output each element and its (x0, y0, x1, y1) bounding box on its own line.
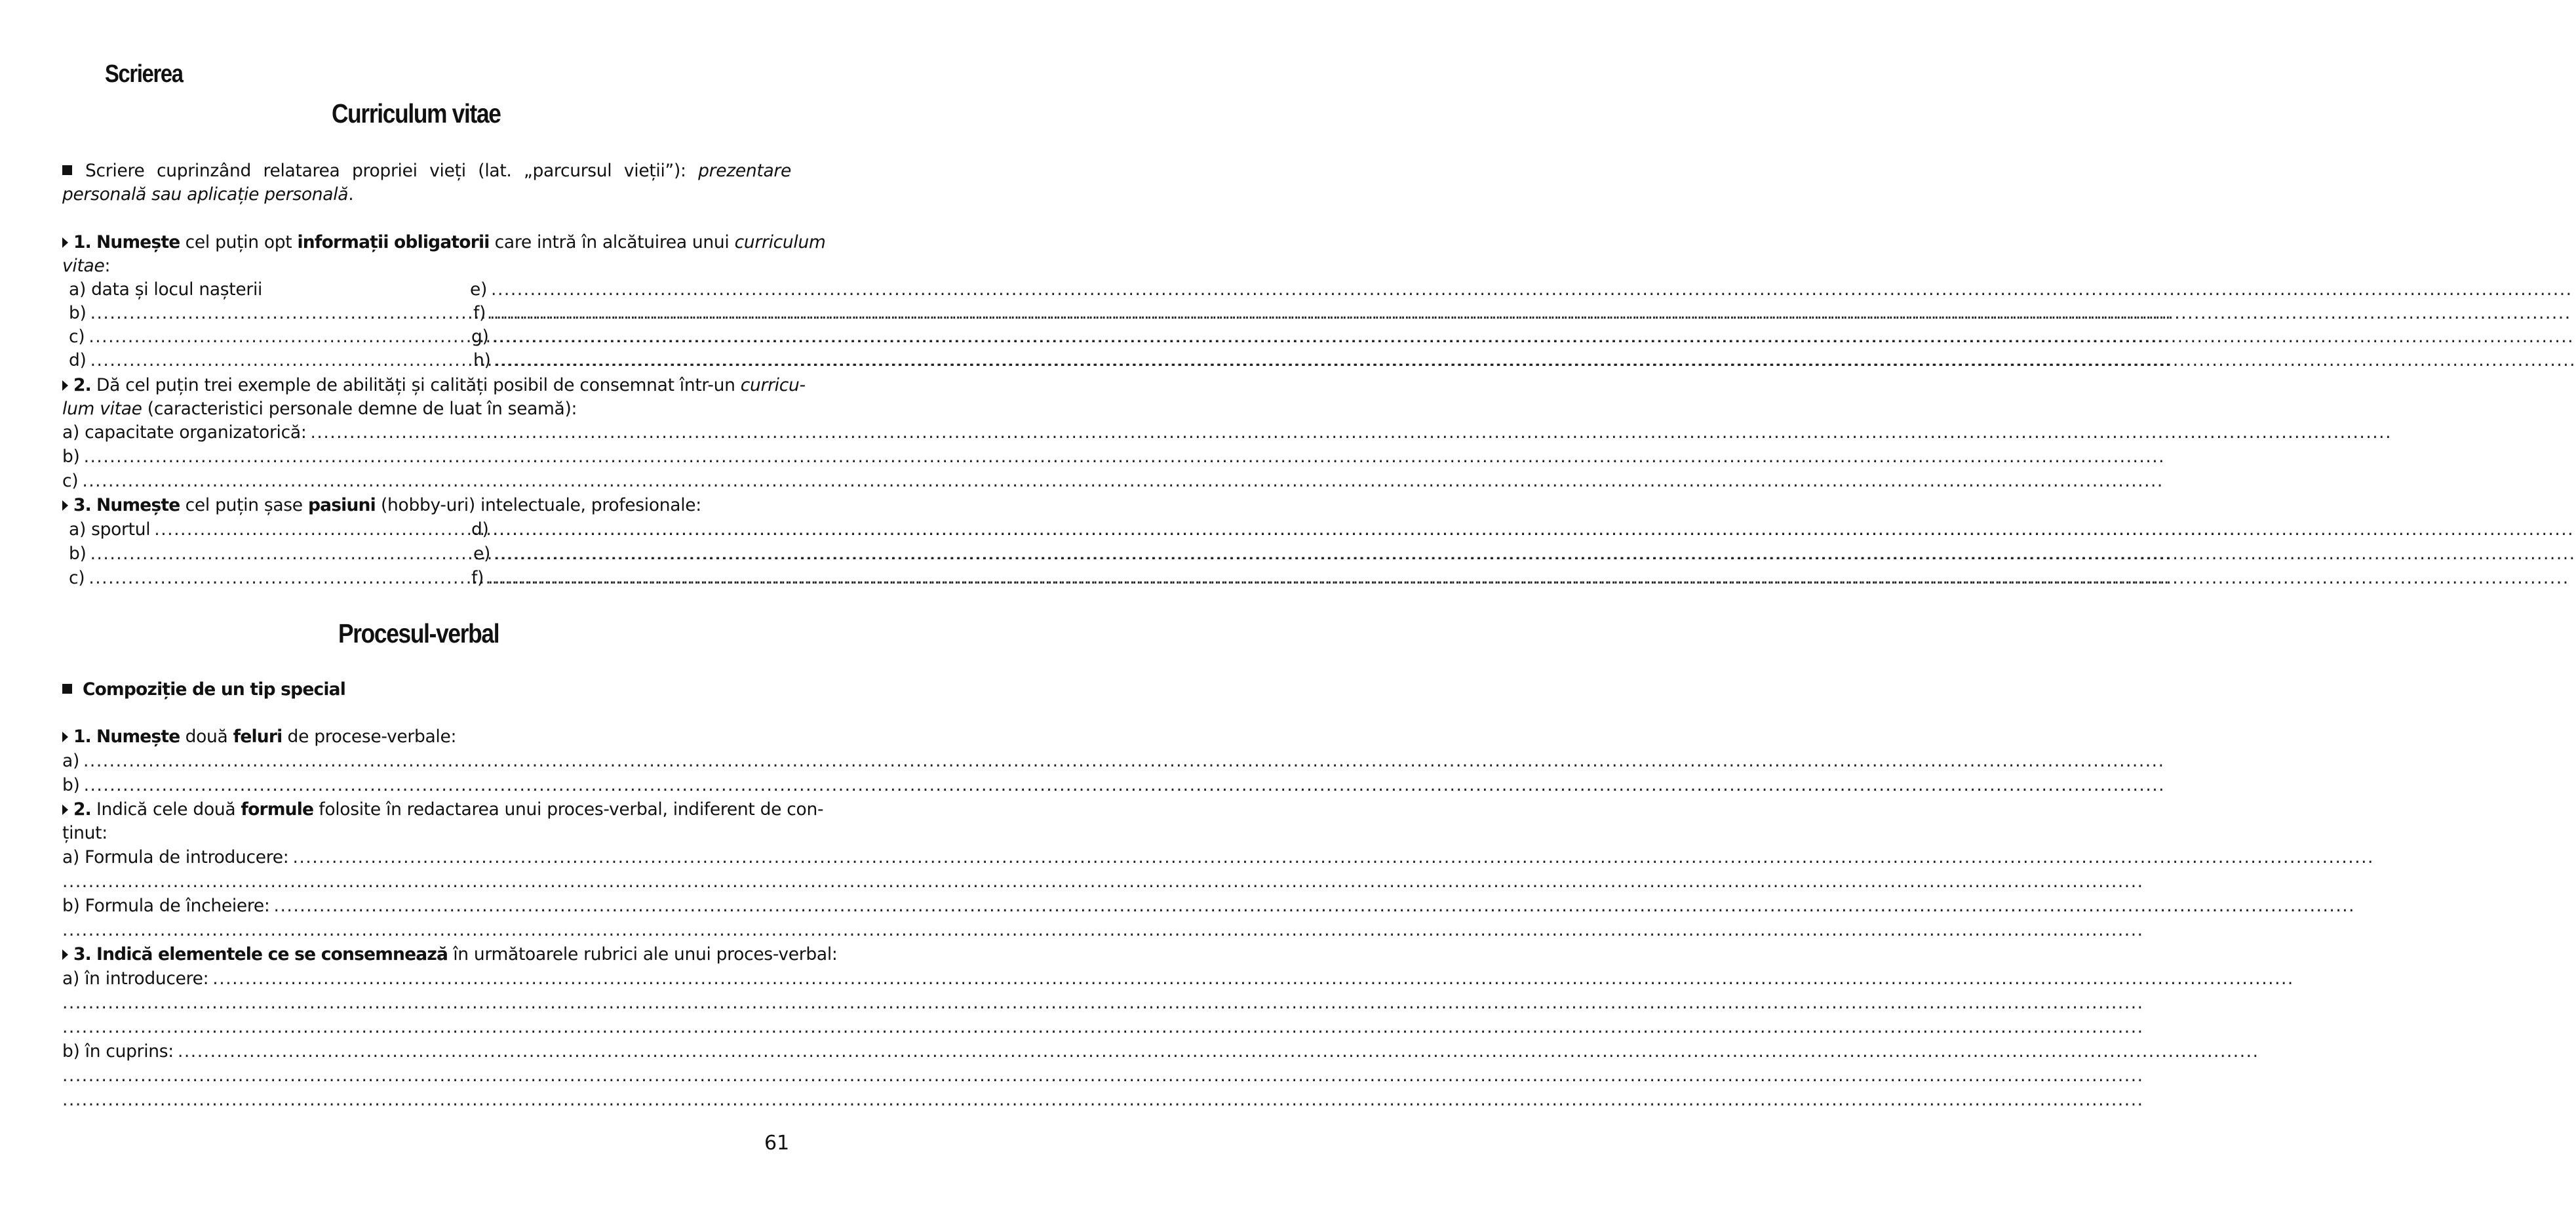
pv-q3-item-a-cont-1[interactable] (62, 991, 791, 1015)
triangle-bullet-icon (62, 805, 68, 815)
cv-q1-item-d[interactable]: d) ..... (69, 349, 426, 372)
pv-q1-item-b[interactable]: b) ..... (62, 774, 791, 797)
pv-q3-item-b[interactable]: b) în cuprins: ..... (62, 1040, 791, 1064)
pv-q2-item-a[interactable]: a) Formula de introducere: ..... (62, 846, 791, 869)
triangle-bullet-icon (62, 732, 68, 742)
cv-intro-line-2: personală sau aplicație personală. (62, 184, 354, 205)
cv-q1-item-g[interactable]: g) ..... (471, 325, 791, 349)
cv-intro-line-1: Scriere cuprinzând relatarea propriei vieți (lat. „parcursul vieții”): prezentare (62, 159, 791, 183)
cv-q2-item-a[interactable]: a) capacitate organizatorică: ..... (62, 421, 791, 445)
cv-q1-item-h[interactable]: h) ..... (473, 349, 791, 372)
cv-title: Curriculum vitae (332, 98, 501, 129)
pv-q3-item-b-cont-2[interactable] (62, 1088, 791, 1112)
pv-q3-item-b-cont-1[interactable] (62, 1064, 791, 1088)
cv-q3-item-a[interactable]: a) sportul ..... (69, 518, 426, 542)
cv-q3-item-b[interactable]: b) ..... (69, 542, 426, 566)
pv-q2-item-a-cont[interactable] (62, 870, 791, 894)
cv-q1-item-c[interactable]: c) ..... (69, 325, 426, 349)
triangle-bullet-icon (62, 380, 68, 391)
pv-q3-item-a-cont-2[interactable] (62, 1016, 791, 1039)
cv-q2-item-b[interactable]: b) ..... (62, 445, 791, 469)
square-bullet-icon (62, 684, 72, 694)
square-bullet-icon (62, 165, 72, 175)
worksheet-page (0, 0, 851, 1213)
pv-title: Procesul-verbal (338, 618, 499, 648)
pv-q2-item-b-cont[interactable] (62, 919, 791, 942)
cv-q3-item-f[interactable]: f) ..... (471, 567, 791, 590)
triangle-bullet-icon (62, 949, 68, 960)
cv-question-1-cont: vitae: (62, 256, 111, 276)
cv-q1-item-b[interactable]: b) ..... (69, 302, 426, 325)
pv-question-2: 2. Indică cele două formule folosite în redactarea unui proces-verbal, indiferent de con- (62, 798, 791, 822)
cv-question-2-cont: lum vitae (caracteristici personale demne de luat în seamă): (62, 399, 577, 419)
cv-question-2: 2. Dă cel puțin trei exemple de abilități și calități posibil de consemnat într-un curricu- (62, 374, 791, 397)
pv-q3-item-a[interactable]: a) în introducere: ..... (62, 967, 791, 991)
pv-question-1: 1. Numește două feluri de procese-verbale: (62, 725, 791, 749)
cv-q1-item-e[interactable]: e) ..... (470, 278, 791, 302)
cv-q3-item-e[interactable]: e) ..... (473, 542, 791, 566)
pv-question-2-cont: ținut: (62, 823, 107, 843)
cv-question-3: 3. Numește cel puțin șase pasiuni (hobby-uri) intelectuale, profesionale: (62, 494, 791, 517)
cv-q3-item-c[interactable]: c) ..... (69, 567, 426, 590)
cv-q1-item-a: a) data și locul nașterii (69, 279, 263, 300)
pv-q1-item-a[interactable]: a) ..... (62, 749, 791, 773)
section-title: Scrierea (105, 60, 183, 88)
triangle-bullet-icon (62, 237, 68, 248)
triangle-bullet-icon (62, 500, 68, 511)
cv-question-1: 1. Numește cel puțin opt informații obligatorii care intră în alcătuirea unui curriculum (62, 231, 791, 254)
cv-q2-item-c[interactable]: c) ..... (62, 469, 791, 493)
pv-q2-item-b[interactable]: b) Formula de încheiere: ..... (62, 894, 791, 918)
pv-intro: Compoziție de un tip special (62, 678, 791, 702)
pv-question-3: 3. Indică elementele ce se consemnează în următoarele rubrici ale unui proces-verbal: (62, 943, 791, 966)
page-number: 61 (764, 1132, 790, 1155)
cv-q1-item-f[interactable]: f) ..... (473, 302, 791, 325)
cv-q3-item-d[interactable]: d) ..... (471, 518, 791, 542)
